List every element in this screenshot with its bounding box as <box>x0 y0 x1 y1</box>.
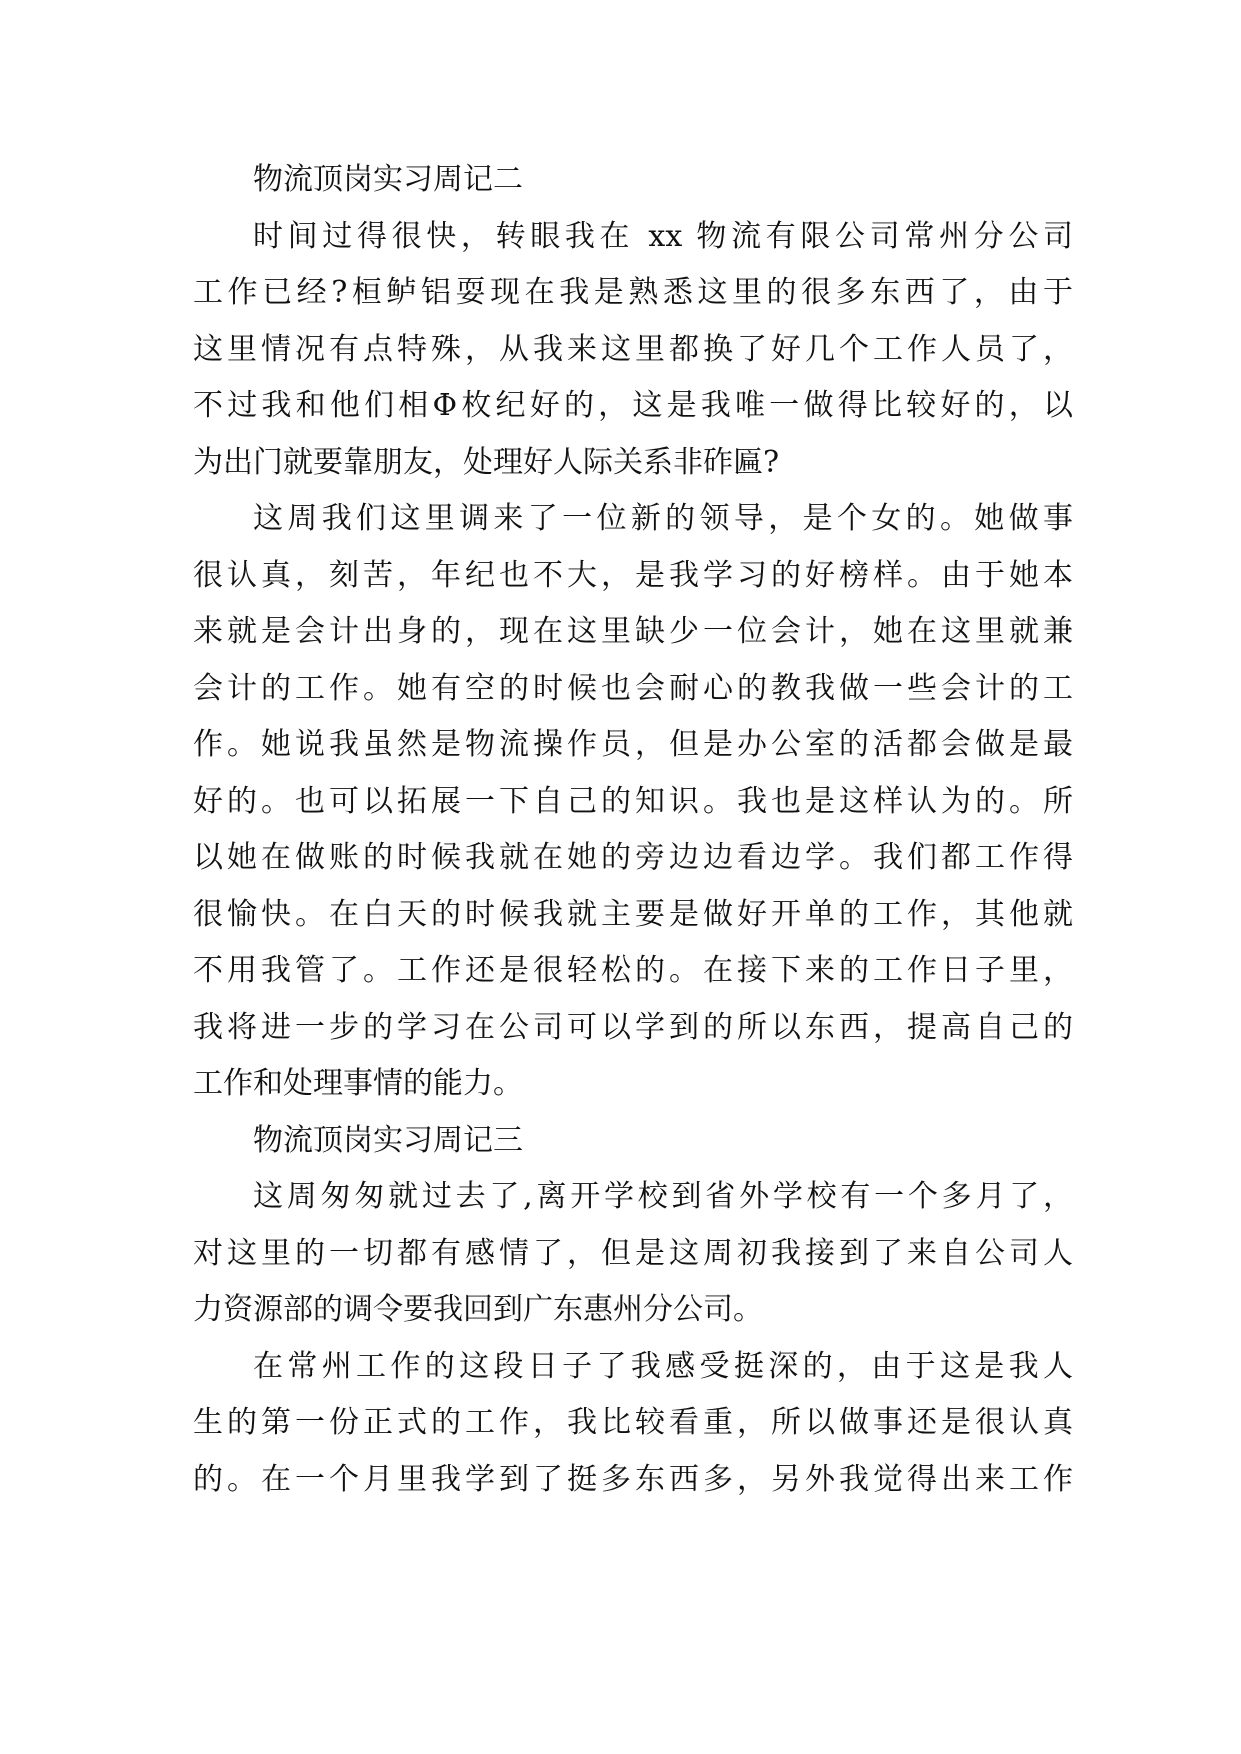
paragraph <box>193 1339 1073 1509</box>
section-title: 物流顶岗实习周记三 <box>253 1122 523 1158</box>
paragraph-line: 工作已经?桓鲈铝耍现在我是熟悉这里的很多东西了，由于 <box>193 275 1073 310</box>
paragraph-line: 很认真，刻苦，年纪也不大，是我学习的好榜样。由于她本 <box>193 557 1073 593</box>
paragraph-line: 会计的工作。她有空的时候也会耐心的教我做一些会计的工 <box>193 670 1073 706</box>
section-week-two <box>193 152 1073 1113</box>
paragraph-line: 的。在一个月里我学到了挺多东西多，另外我觉得出来工作 <box>193 1461 1073 1497</box>
paragraph-line: 我将进一步的学习在公司可以学到的所以东西，提高自己的 <box>193 1009 1073 1045</box>
paragraph-line: 不过我和他们相Φ枚纪好的，这是我唯一做得比较好的，以 <box>193 388 1073 423</box>
section-title: 物流顶岗实习周记二 <box>253 162 523 197</box>
paragraph-line: 作。她说我虽然是物流操作员，但是办公室的活都会做是最 <box>193 727 1073 762</box>
paragraph-line: 这里情况有点特殊，从我来这里都换了好几个工作人员了， <box>193 331 1073 367</box>
paragraph-line: 以她在做账的时候我就在她的旁边边看边学。我们都工作得 <box>193 840 1073 875</box>
paragraph-line: 在常州工作的这段日子了我感受挺深的，由于这是我人 <box>253 1348 1073 1384</box>
paragraph <box>193 1169 1073 1339</box>
paragraph-line: 这周我们这里调来了一位新的领导，是个女的。她做事 <box>253 501 1073 536</box>
paragraph-line: 不用我管了。工作还是很轻松的。在接下来的工作日子里， <box>193 953 1073 988</box>
paragraph-line: 力资源部的调令要我回到广东惠州分公司。 <box>193 1292 763 1327</box>
paragraph-line: 生的第一份正式的工作，我比较看重，所以做事还是很认真 <box>193 1405 1073 1440</box>
paragraph-line: 对这里的一切都有感情了，但是这周初我接到了来自公司人 <box>193 1235 1073 1271</box>
paragraph <box>193 209 1073 492</box>
section-week-three <box>193 1113 1073 1509</box>
paragraph <box>193 491 1073 1113</box>
paragraph-line: 时间过得很快，转眼我在 xx 物流有限公司常州分公司 <box>253 218 1073 254</box>
paragraph-line: 很愉快。在白天的时候我就主要是做好开单的工作，其他就 <box>193 896 1073 932</box>
paragraph-line: 来就是会计出身的，现在这里缺少一位会计，她在这里就兼 <box>193 614 1073 649</box>
paragraph-line: 这周匆匆就过去了,离开学校到省外学校有一个多月了， <box>253 1179 1073 1214</box>
paragraph-line: 好的。也可以拓展一下自己的知识。我也是这样认为的。所 <box>193 783 1073 819</box>
document-body <box>193 152 1073 1508</box>
paragraph-line: 为出门就要靠朋友，处理好人际关系非砟匾? <box>193 444 780 480</box>
paragraph-line: 工作和处理事情的能力。 <box>193 1066 523 1101</box>
